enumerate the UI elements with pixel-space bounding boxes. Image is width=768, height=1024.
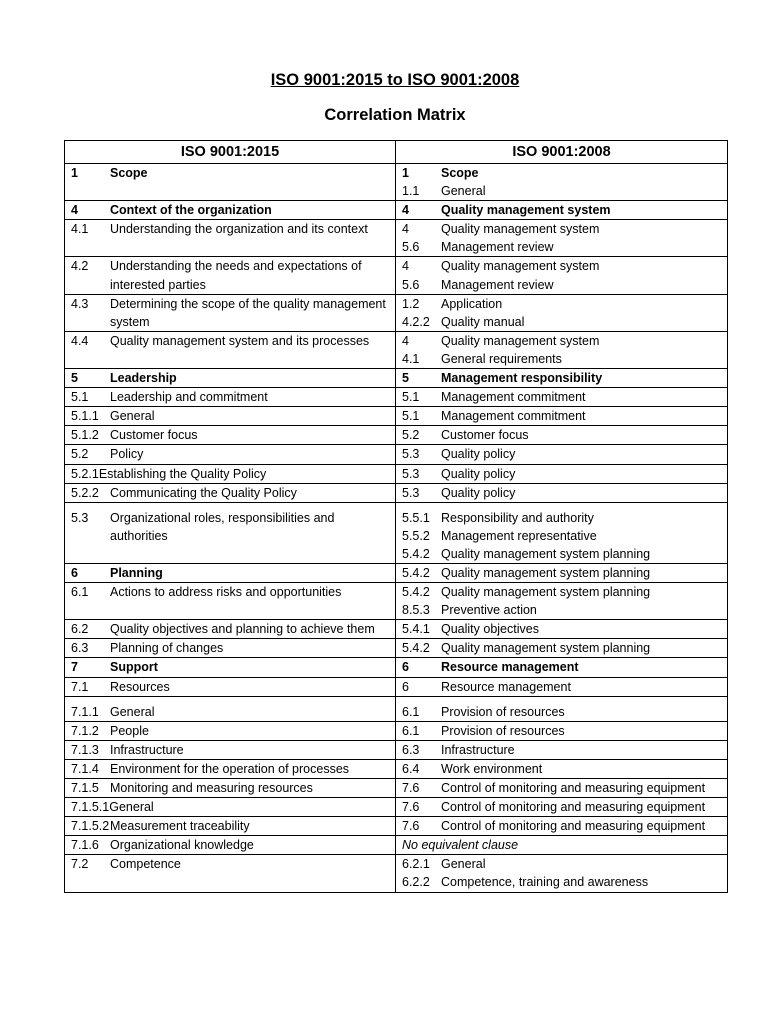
clause-line <box>71 722 391 740</box>
clause-number: 4.2 <box>71 259 89 274</box>
clause-number: 7.1.1 <box>71 704 99 719</box>
clause-2015-cell <box>65 855 396 892</box>
clause-number: 5.1 <box>402 409 420 424</box>
clause-line <box>71 658 391 676</box>
clause-2008-cell <box>396 220 728 257</box>
clause-number: 5.2.1 <box>71 466 99 481</box>
clause-title: Quality manual <box>441 314 525 329</box>
clause-title: Monitoring and measuring resources <box>110 781 313 795</box>
clause-2008-cell <box>396 696 728 721</box>
clause-2015-cell <box>65 388 396 407</box>
clause-number: 7.1.5.2 <box>71 819 110 834</box>
clause-title: Application <box>441 296 503 311</box>
clause-line <box>71 465 391 483</box>
clause-title: Quality objectives <box>441 622 539 637</box>
clause-line <box>71 332 391 350</box>
clause-title: General <box>110 409 155 424</box>
clause-line <box>71 741 391 759</box>
table-row <box>65 294 728 331</box>
clause-title: Provision of resources <box>441 723 565 738</box>
clause-line <box>402 639 723 657</box>
clause-line <box>402 817 723 835</box>
clause-2008-cell <box>396 426 728 445</box>
clause-line <box>71 678 391 696</box>
clause-number: 7.1.2 <box>71 723 99 738</box>
clause-2015-cell <box>65 836 396 855</box>
clause-2008-cell <box>396 779 728 798</box>
clause-title: Actions to address risks and opportunities <box>110 585 342 600</box>
clause-title: Resource management <box>441 660 579 675</box>
clause-number: 4.1 <box>71 222 89 237</box>
table-row <box>65 426 728 445</box>
clause-title: Management review <box>441 240 554 255</box>
table-row <box>65 620 728 639</box>
clause-line <box>402 855 723 873</box>
table-row <box>65 502 728 563</box>
clause-line <box>71 509 391 545</box>
clause-number: 6 <box>402 679 409 694</box>
clause-2008-cell <box>396 658 728 677</box>
clause-number: 5.2 <box>71 447 89 462</box>
clause-number: 6 <box>71 565 78 580</box>
clause-line <box>71 760 391 778</box>
clause-2008-cell <box>396 563 728 582</box>
clause-number: 1.2 <box>402 296 420 311</box>
clause-2008-cell <box>396 407 728 426</box>
clause-number: 7.1.3 <box>71 742 99 757</box>
clause-title: Environment for the operation of processes <box>110 761 350 776</box>
clause-number: 5.3 <box>402 447 420 462</box>
clause-number: 4 <box>402 222 409 237</box>
clause-number: 5.1 <box>402 390 420 405</box>
clause-2015-cell <box>65 620 396 639</box>
clause-2015-cell <box>65 677 396 696</box>
clause-line <box>402 426 723 444</box>
table-row <box>65 331 728 368</box>
clause-title: Management commitment <box>441 409 586 424</box>
clause-2008-cell <box>396 759 728 778</box>
clause-number: 1 <box>402 166 409 180</box>
table-row <box>65 696 728 721</box>
clause-line <box>402 836 723 854</box>
clause-2008-cell <box>396 483 728 502</box>
clause-title: Leadership and commitment <box>110 390 268 405</box>
clause-line <box>71 639 391 657</box>
clause-line <box>402 527 723 545</box>
clause-title: People <box>110 723 149 738</box>
clause-2008-cell <box>396 740 728 759</box>
clause-line <box>402 545 723 563</box>
clause-number: 5.4.1 <box>402 622 430 637</box>
table-row <box>65 563 728 582</box>
clause-title: Quality objectives and planning to achieve them <box>110 622 375 637</box>
table-row <box>65 721 728 740</box>
clause-title: Quality management system <box>441 333 600 348</box>
clause-number: 5.3 <box>402 485 420 500</box>
clause-number: 6.1 <box>402 704 420 719</box>
clause-number: 6.2.2 <box>402 875 430 890</box>
clause-title: Planning <box>110 565 163 580</box>
clause-title: Quality management system and its processes <box>110 333 370 348</box>
clause-line <box>402 164 723 182</box>
clause-line <box>71 369 391 387</box>
clause-number: 7.6 <box>402 800 420 815</box>
table-row <box>65 855 728 892</box>
clause-title: Determining the scope of the quality management system <box>110 296 386 329</box>
table-row <box>65 445 728 464</box>
clause-line <box>402 332 723 350</box>
clause-2008-cell <box>396 388 728 407</box>
clause-number: 5.5.2 <box>402 528 430 543</box>
clause-number: 6.3 <box>402 742 420 757</box>
clause-2015-cell <box>65 817 396 836</box>
clause-number: 5.6 <box>402 277 420 292</box>
clause-2008-cell <box>396 502 728 563</box>
clause-2008-cell <box>396 369 728 388</box>
clause-title: Management review <box>441 277 554 292</box>
clause-line <box>402 388 723 406</box>
clause-line <box>71 201 391 219</box>
clause-number: 5.4.2 <box>402 565 430 580</box>
clause-2015-cell <box>65 464 396 483</box>
clause-line <box>71 620 391 638</box>
clause-number: 4 <box>71 203 78 218</box>
clause-title: Provision of resources <box>441 704 565 719</box>
clause-2008-cell <box>396 164 728 201</box>
clause-line <box>402 760 723 778</box>
clause-line <box>402 182 723 200</box>
clause-title: Competence <box>110 857 181 872</box>
clause-title: Planning of changes <box>110 641 224 656</box>
clause-2015-cell <box>65 721 396 740</box>
clause-title: Resource management <box>441 679 571 694</box>
table-row <box>65 817 728 836</box>
clause-title: Management responsibility <box>441 371 603 386</box>
clause-title: Management commitment <box>441 390 586 405</box>
clause-2015-cell <box>65 583 396 620</box>
clause-number: 6.1 <box>71 585 89 600</box>
clause-number: 7.1 <box>71 679 89 694</box>
clause-line <box>402 257 723 275</box>
clause-line <box>71 798 391 816</box>
clause-2015-cell <box>65 639 396 658</box>
clause-title: Organizational roles, responsibilities and authorities <box>110 510 335 543</box>
table-row <box>65 164 728 201</box>
clause-line <box>71 855 391 873</box>
clause-line <box>71 407 391 425</box>
table-row <box>65 658 728 677</box>
clause-number: 5.4.2 <box>402 585 430 600</box>
clause-2008-cell <box>396 201 728 220</box>
clause-title: General <box>109 800 154 815</box>
clause-title: Preventive action <box>441 603 537 618</box>
clause-line <box>402 220 723 238</box>
table-row <box>65 464 728 483</box>
clause-2015-cell <box>65 257 396 294</box>
clause-title: Context of the organization <box>110 203 272 218</box>
clause-line <box>402 350 723 368</box>
clause-2008-cell <box>396 677 728 696</box>
table-row <box>65 388 728 407</box>
table-row <box>65 483 728 502</box>
clause-2008-cell <box>396 620 728 639</box>
clause-title: Understanding the needs and expectations of interested parties <box>110 259 362 292</box>
clause-line <box>71 583 391 601</box>
clause-title: Quality policy <box>441 466 516 481</box>
clause-line <box>402 779 723 797</box>
clause-number: 5.1 <box>71 390 89 405</box>
clause-title: Competence, training and awareness <box>441 875 649 890</box>
clause-2008-cell <box>396 257 728 294</box>
clause-line <box>402 295 723 313</box>
clause-number: 5 <box>402 371 409 386</box>
clause-line <box>402 445 723 463</box>
clause-title: Establishing the Quality Policy <box>98 466 267 481</box>
clause-2008-cell <box>396 836 728 855</box>
clause-number: 7.2 <box>71 857 89 872</box>
clause-number: 1 <box>71 166 78 180</box>
clause-number: 5.5.1 <box>402 510 430 525</box>
clause-number: 4.2.2 <box>402 314 430 329</box>
clause-number: 6.2 <box>71 622 89 637</box>
header-iso-2015: ISO 9001:2015 <box>65 141 396 164</box>
clause-title: Management representative <box>441 528 597 543</box>
clause-line <box>402 484 723 502</box>
clause-2008-cell <box>396 721 728 740</box>
table-row <box>65 220 728 257</box>
clause-2008-cell <box>396 583 728 620</box>
clause-title: Infrastructure <box>110 742 184 757</box>
clause-title: No equivalent clause <box>402 838 519 853</box>
clause-2008-cell <box>396 817 728 836</box>
clause-number: 5.6 <box>402 240 420 255</box>
clause-line <box>71 220 391 238</box>
clause-2015-cell <box>65 779 396 798</box>
table-header-row <box>65 141 728 164</box>
clause-title: Quality management system planning <box>441 641 651 656</box>
clause-number: 6 <box>402 660 409 675</box>
clause-title: Leadership <box>110 371 177 386</box>
clause-title: Communicating the Quality Policy <box>110 485 297 500</box>
clause-number: 7.1.5.1 <box>71 800 110 815</box>
clause-line <box>402 407 723 425</box>
clause-2015-cell <box>65 798 396 817</box>
clause-line <box>402 583 723 601</box>
clause-2015-cell <box>65 426 396 445</box>
clause-line <box>402 703 723 721</box>
clause-number: 5 <box>71 371 78 386</box>
clause-line <box>71 257 391 293</box>
clause-line <box>402 201 723 219</box>
clause-2015-cell <box>65 369 396 388</box>
clause-number: 1.1 <box>402 184 420 199</box>
clause-number: 7 <box>71 660 78 675</box>
clause-line <box>402 658 723 676</box>
clause-line <box>402 238 723 256</box>
clause-number: 5.4.2 <box>402 641 430 656</box>
header-iso-2008: ISO 9001:2008 <box>396 141 728 164</box>
clause-number: 6.1 <box>402 723 420 738</box>
clause-line <box>71 779 391 797</box>
clause-line <box>71 817 391 835</box>
clause-number: 6.2.1 <box>402 857 430 872</box>
clause-title: General requirements <box>441 351 562 366</box>
clause-line <box>402 313 723 331</box>
clause-number: 4.1 <box>402 351 420 366</box>
clause-number: 7.1.5 <box>71 781 99 795</box>
clause-2015-cell <box>65 294 396 331</box>
table-row <box>65 407 728 426</box>
clause-title: Quality management system planning <box>441 585 651 600</box>
clause-line <box>402 465 723 483</box>
clause-title: Scope <box>110 166 148 180</box>
clause-title: Understanding the organization and its context <box>110 222 368 237</box>
clause-2015-cell <box>65 164 396 201</box>
clause-2015-cell <box>65 502 396 563</box>
clause-number: 4 <box>402 333 409 348</box>
clause-title: Control of monitoring and measuring equipment <box>441 800 706 815</box>
clause-line <box>402 369 723 387</box>
clause-title: Quality management system <box>441 259 600 274</box>
clause-line <box>71 295 391 331</box>
table-row <box>65 759 728 778</box>
table-row <box>65 798 728 817</box>
clause-2015-cell <box>65 483 396 502</box>
document-title: ISO 9001:2015 to ISO 9001:2008 <box>270 71 520 89</box>
table-row <box>65 369 728 388</box>
clause-line <box>71 484 391 502</box>
clause-2015-cell <box>65 696 396 721</box>
document-subtitle: Correlation Matrix <box>324 106 466 124</box>
clause-line <box>71 426 391 444</box>
clause-title: Quality management system planning <box>441 565 651 580</box>
clause-line <box>402 509 723 527</box>
clause-number: 7.1.6 <box>71 838 99 853</box>
clause-line <box>71 703 391 721</box>
table-row <box>65 639 728 658</box>
clause-2015-cell <box>65 740 396 759</box>
clause-2008-cell <box>396 464 728 483</box>
clause-line <box>71 164 391 182</box>
clause-number: 6.3 <box>71 641 89 656</box>
clause-2015-cell <box>65 658 396 677</box>
clause-line <box>402 798 723 816</box>
clause-2015-cell <box>65 331 396 368</box>
clause-2015-cell <box>65 759 396 778</box>
clause-number: 5.1.2 <box>71 428 99 443</box>
clause-2008-cell <box>396 445 728 464</box>
table-row <box>65 779 728 798</box>
clause-line <box>71 564 391 582</box>
table-row <box>65 740 728 759</box>
clause-2008-cell <box>396 639 728 658</box>
clause-number: 5.2 <box>402 428 420 443</box>
clause-line <box>71 388 391 406</box>
clause-number: 7.6 <box>402 781 420 795</box>
table-row <box>65 201 728 220</box>
clause-number: 5.3 <box>402 466 420 481</box>
clause-title: Quality policy <box>441 447 516 462</box>
clause-line <box>402 873 723 891</box>
clause-number: 8.5.3 <box>402 603 430 618</box>
clause-title: Control of monitoring and measuring equipment <box>441 819 706 834</box>
clause-line <box>402 620 723 638</box>
clause-title: Customer focus <box>110 428 198 443</box>
clause-line <box>402 722 723 740</box>
clause-2015-cell <box>65 563 396 582</box>
clause-title: Quality management system planning <box>441 546 651 561</box>
clause-title: General <box>441 184 486 199</box>
clause-2015-cell <box>65 445 396 464</box>
clause-number: 4.4 <box>71 333 89 348</box>
clause-number: 4 <box>402 259 409 274</box>
clause-number: 7.1.4 <box>71 761 99 776</box>
clause-number: 4.3 <box>71 296 89 311</box>
clause-title: Control of monitoring and measuring equipment <box>441 781 706 795</box>
clause-2008-cell <box>396 294 728 331</box>
clause-title: General <box>441 857 486 872</box>
correlation-matrix-table <box>64 140 728 893</box>
clause-2015-cell <box>65 220 396 257</box>
clause-number: 5.4.2 <box>402 546 430 561</box>
clause-line <box>402 601 723 619</box>
clause-number: 5.1.1 <box>71 409 99 424</box>
clause-title: Infrastructure <box>441 742 515 757</box>
clause-2015-cell <box>65 201 396 220</box>
clause-title: Policy <box>110 447 144 462</box>
clause-title: Customer focus <box>441 428 529 443</box>
clause-2015-cell <box>65 407 396 426</box>
clause-title: Responsibility and authority <box>441 510 594 525</box>
clause-title: Organizational knowledge <box>110 838 254 853</box>
clause-line <box>402 678 723 696</box>
table-row <box>65 583 728 620</box>
clause-title: General <box>110 704 155 719</box>
clause-line <box>402 564 723 582</box>
clause-number: 4 <box>402 203 409 218</box>
clause-title: Work environment <box>441 761 543 776</box>
clause-2008-cell <box>396 855 728 892</box>
table-row <box>65 257 728 294</box>
clause-title: Quality policy <box>441 485 516 500</box>
table-row <box>65 677 728 696</box>
clause-line <box>71 445 391 463</box>
clause-title: Quality management system <box>441 203 611 218</box>
clause-2008-cell <box>396 331 728 368</box>
clause-line <box>402 276 723 294</box>
clause-number: 7.6 <box>402 819 420 834</box>
clause-title: Support <box>110 660 158 675</box>
clause-title: Scope <box>441 166 479 180</box>
clause-title: Measurement traceability <box>110 819 250 834</box>
clause-number: 5.2.2 <box>71 485 99 500</box>
clause-title: Quality management system <box>441 222 600 237</box>
clause-line <box>71 836 391 854</box>
clause-2008-cell <box>396 798 728 817</box>
clause-number: 5.3 <box>71 510 89 525</box>
clause-title: Resources <box>110 679 170 694</box>
table-row <box>65 836 728 855</box>
table-body <box>65 164 728 893</box>
clause-number: 6.4 <box>402 761 420 776</box>
clause-line <box>402 741 723 759</box>
